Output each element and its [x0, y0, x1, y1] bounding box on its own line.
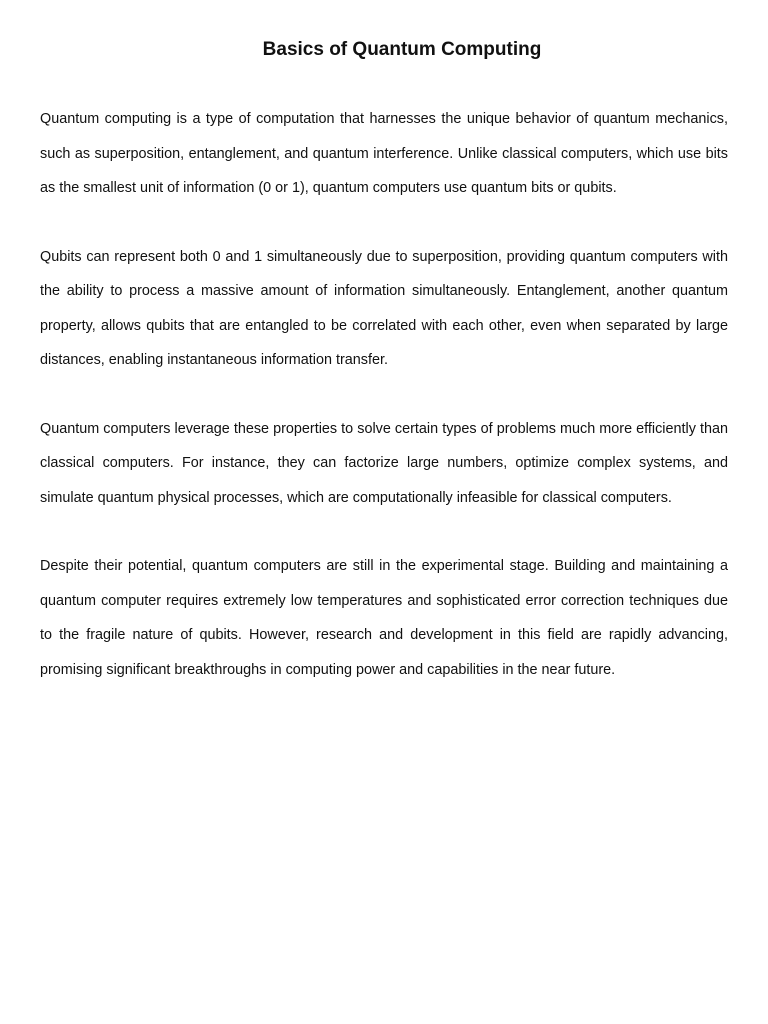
paragraph-challenges: Despite their potential, quantum computers are still in the experimental stage. Building and maintaining a quantum computer requires extremely low temperatures and sophisticated error correction techniques due to the fragile nature of qubits. However, research and development in this field are rapidly advancing, promising significant breakthroughs in computing power and capabilities in the near future. [40, 558, 728, 678]
document-body [40, 102, 728, 721]
paragraph-intro: Quantum computing is a type of computation that harnesses the unique behavior of quantum mechanics, such as superposition, entanglement, and quantum interference. Unlike classical computers, which use bits as the smallest unit of information (0 or 1), quantum computers use quantum bits or qubits. [40, 111, 728, 196]
paragraph-applications: Quantum computers leverage these properties to solve certain types of problems much more efficiently than classical computers. For instance, they can factorize large numbers, optimize complex systems, and simulate quantum physical processes, which are computationally infeasible for classical computers. [40, 420, 728, 506]
paragraph-qubits: Qubits can represent both 0 and 1 simultaneously due to superposition, providing quantum computers with the ability to process a massive amount of information simultaneously. Entanglement, another quantum property, allows qubits that are entangled to be correlated with each other, even when separated by large distances, enabling instantaneous information transfer. [40, 248, 728, 368]
document-title: Basics of Quantum Computing [262, 39, 542, 60]
